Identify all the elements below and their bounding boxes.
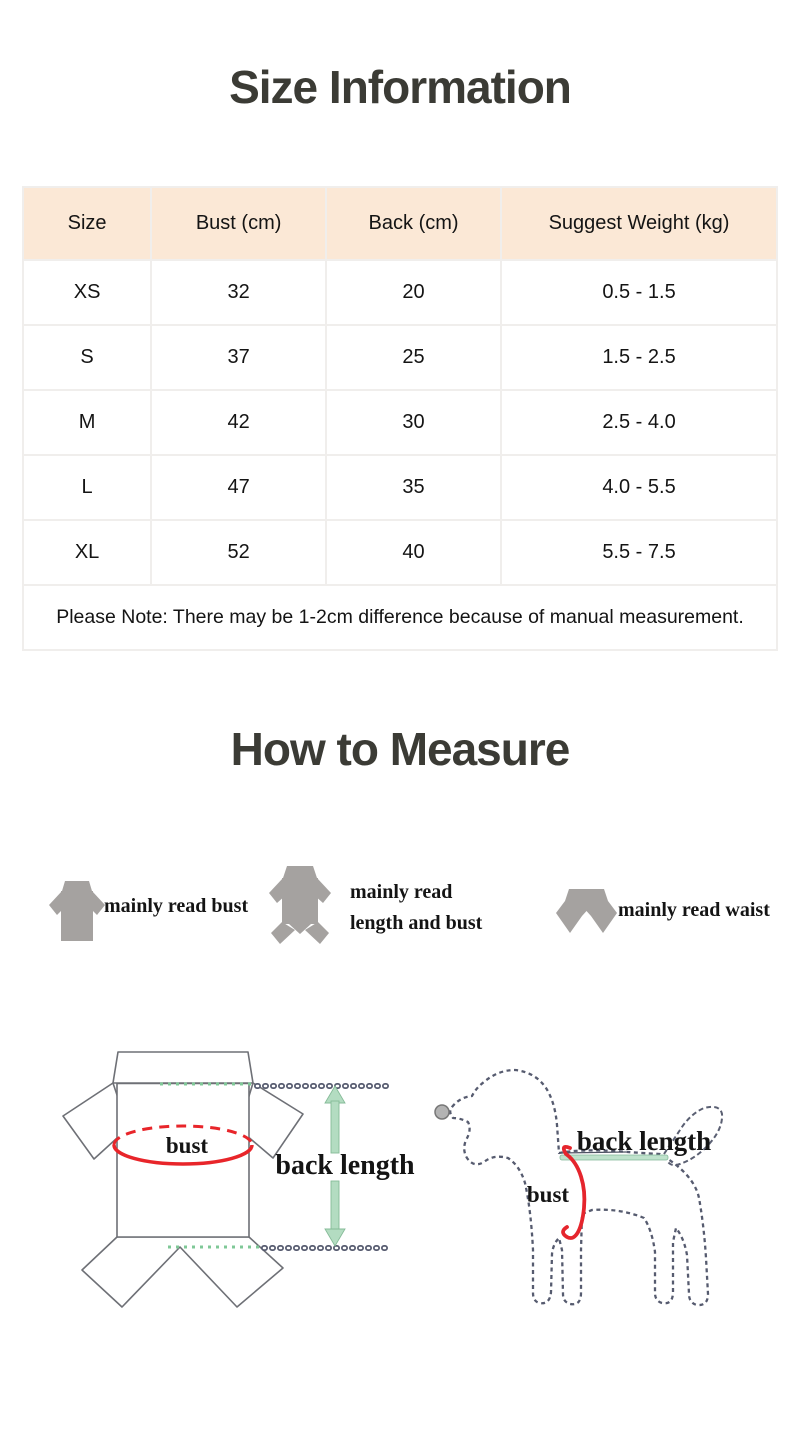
cell-back: 30: [326, 390, 501, 455]
size-table-header-row: [23, 187, 777, 260]
garment-back-length-label: back length: [275, 1150, 415, 1181]
col-header-back: Back (cm): [326, 187, 501, 260]
cell-size: XS: [23, 260, 151, 325]
col-header-size: Size: [23, 187, 151, 260]
dog-nose: [435, 1105, 449, 1119]
page-title-how-to-measure: How to Measure: [230, 723, 570, 775]
cell-weight: 1.5 - 2.5: [501, 325, 777, 390]
cell-back: 40: [326, 520, 501, 585]
cell-bust: 47: [151, 455, 326, 520]
cell-size: L: [23, 455, 151, 520]
cell-weight: 5.5 - 7.5: [501, 520, 777, 585]
measurement-note: Please Note: There may be 1-2cm difference because of manual measurement.: [23, 585, 777, 650]
table-row: [23, 390, 777, 455]
cell-back: 35: [326, 455, 501, 520]
garment-measure-diagram: [40, 1040, 420, 1330]
table-row: [23, 325, 777, 390]
guide-label-length-bust: [350, 877, 482, 939]
pants-icon: [555, 888, 618, 937]
cell-bust: 37: [151, 325, 326, 390]
cell-weight: 4.0 - 5.5: [501, 455, 777, 520]
cell-size: XL: [23, 520, 151, 585]
dog-outline: [450, 1070, 708, 1305]
garment-bust-label: bust: [165, 1133, 209, 1158]
cell-size: M: [23, 390, 151, 455]
vest-icon: [48, 880, 106, 942]
cell-back: 25: [326, 325, 501, 390]
table-row: [23, 455, 777, 520]
guide-label-bust: mainly read bust: [104, 895, 249, 917]
table-row: [23, 520, 777, 585]
dog-measure-diagram: [420, 1050, 765, 1340]
size-table: [22, 186, 778, 651]
page-title-size-information: Size Information: [229, 61, 571, 113]
cell-bust: 42: [151, 390, 326, 455]
cell-size: S: [23, 325, 151, 390]
guide-label-line1: mainly read: [350, 881, 453, 903]
guide-label-waist: mainly read waist: [618, 899, 770, 921]
guide-item-pants: [555, 888, 618, 942]
cell-weight: 0.5 - 1.5: [501, 260, 777, 325]
garment-outline: [63, 1052, 303, 1307]
table-note-row: [23, 585, 777, 650]
guide-item-vest: [48, 880, 106, 947]
col-header-bust: Bust (cm): [151, 187, 326, 260]
cell-weight: 2.5 - 4.0: [501, 390, 777, 455]
cell-bust: 32: [151, 260, 326, 325]
dog-back-length-label: back length: [576, 1126, 712, 1156]
cell-back: 20: [326, 260, 501, 325]
guide-label-line2: length and bust: [350, 912, 483, 934]
jumpsuit-icon: [267, 866, 333, 944]
table-row: [23, 260, 777, 325]
dog-bust-label: bust: [526, 1182, 570, 1207]
col-header-weight: Suggest Weight (kg): [501, 187, 777, 260]
guide-item-jumpsuit: [267, 866, 333, 949]
cell-bust: 52: [151, 520, 326, 585]
